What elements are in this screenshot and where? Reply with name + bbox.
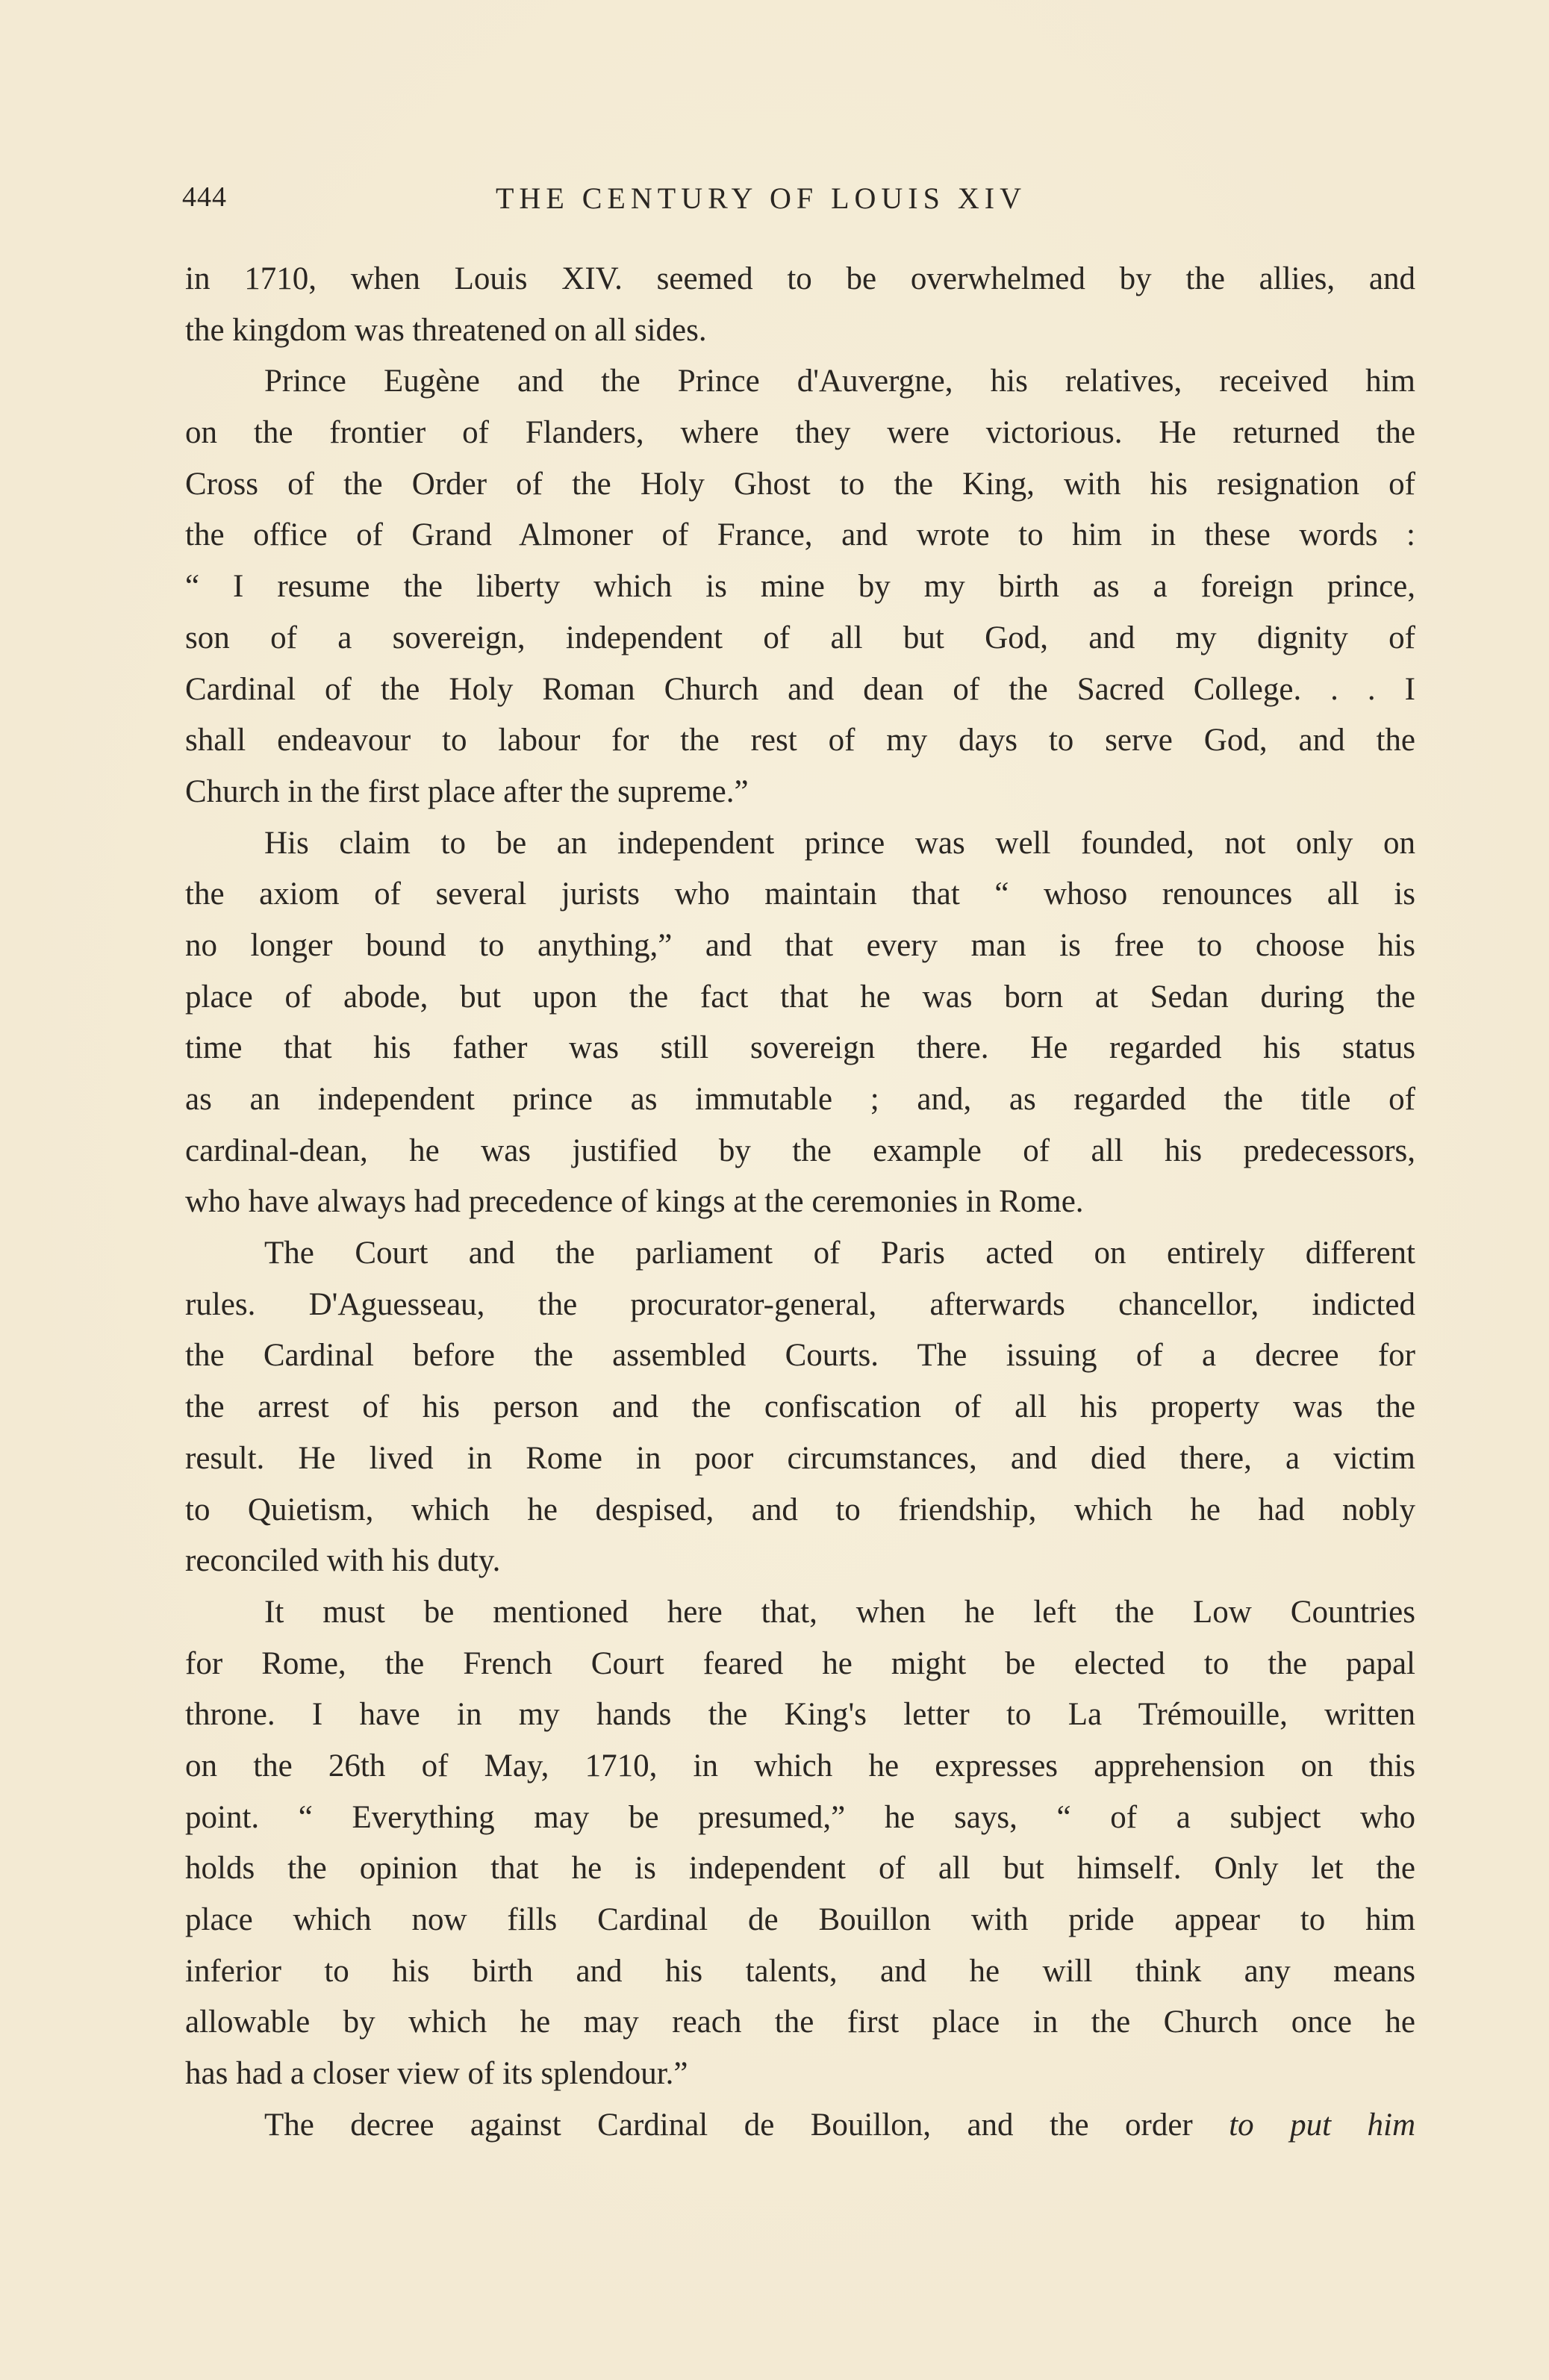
text-line: result. He lived in Rome in poor circumstances, and died there, a victim (185, 1440, 1415, 1476)
text-line: holds the opinion that he is independent of all but himself. Only let the (185, 1851, 1415, 1887)
text-line: reconciled with his duty. (185, 1543, 501, 1579)
text-line: It must be mentioned here that, when he left the Low Countries (264, 1594, 1415, 1630)
text-line: the Cardinal before the assembled Courts. The issuing of a decree for (185, 1338, 1415, 1374)
final-line-italic: to put him (1229, 2107, 1416, 2143)
text-line-final (185, 2100, 1415, 2152)
text-line: place which now fills Cardinal de Bouillon with pride appear to him (185, 1902, 1415, 1937)
text-line: as an independent prince as immutable ; and, as regarded the title of (185, 1082, 1415, 1117)
text-line: for Rome, the French Court feared he might be elected to the papal (185, 1645, 1415, 1681)
final-line-text: The decree against Cardinal de Bouillon, and the order (264, 2107, 1193, 2143)
text-line: in 1710, when Louis XIV. seemed to be overwhelmed by the allies, and (185, 261, 1415, 296)
text-line: who have always had precedence of kings at the ceremonies in Rome. (185, 1184, 1084, 1220)
text-line: the office of Grand Almoner of France, and wrote to him in these words : (185, 517, 1415, 553)
text-line: point. “ Everything may be presumed,” he says, “ of a subject who (185, 1799, 1415, 1835)
text-line: on the frontier of Flanders, where they were victorious. He returned the (185, 415, 1415, 451)
text-line: on the 26th of May, 1710, in which he expresses apprehension on this (185, 1748, 1415, 1784)
text-line: Prince Eugène and the Prince d'Auvergne, his relatives, received him (264, 364, 1415, 399)
text-line: the axiom of several jurists who maintain that “ whoso renounces all is (185, 876, 1415, 912)
text-line: The Court and the parliament of Paris acted on entirely different (264, 1236, 1415, 1271)
text-line: has had a closer view of its splendour.” (185, 2056, 688, 2092)
text-line: the arrest of his person and the confiscation of all his property was the (185, 1389, 1415, 1425)
running-head (182, 181, 1414, 225)
text-line: cardinal-dean, he was justified by the example of all his predecessors, (185, 1133, 1415, 1168)
text-line: Cardinal of the Holy Roman Church and dean of the Sacred College. . . I (185, 671, 1415, 707)
text-line: throne. I have in my hands the King's letter to La Trémouille, written (185, 1697, 1415, 1733)
text-line: place of abode, but upon the fact that he was born at Sedan during the (185, 979, 1415, 1015)
body-text (185, 254, 1415, 2151)
page-number: 444 (182, 181, 227, 213)
running-title: THE CENTURY OF LOUIS XIV (496, 181, 1026, 215)
text-line: “ I resume the liberty which is mine by my birth as a foreign prince, (185, 569, 1415, 605)
text-line: son of a sovereign, independent of all but God, and my dignity of (185, 620, 1415, 655)
text-line: allowable by which he may reach the first place in the Church once he (185, 2004, 1415, 2040)
text-line: no longer bound to anything,” and that every man is free to choose his (185, 927, 1415, 963)
text-line: time that his father was still sovereign there. He regarded his status (185, 1030, 1415, 1066)
text-line: Church in the first place after the supreme.” (185, 773, 749, 809)
text-line: Cross of the Order of the Holy Ghost to the King, with his resignation of (185, 466, 1415, 502)
text-line: rules. D'Aguesseau, the procurator-general, afterwards chancellor, indicted (185, 1286, 1415, 1322)
text-line: the kingdom was threatened on all sides. (185, 312, 707, 348)
text-line: shall endeavour to labour for the rest of my days to serve God, and the (185, 723, 1415, 758)
text-line: His claim to be an independent prince was well founded, not only on (264, 825, 1415, 861)
text-line: inferior to his birth and his talents, and he will think any means (185, 1953, 1415, 1989)
text-line: to Quietism, which he despised, and to friendship, which he had nobly (185, 1492, 1415, 1527)
